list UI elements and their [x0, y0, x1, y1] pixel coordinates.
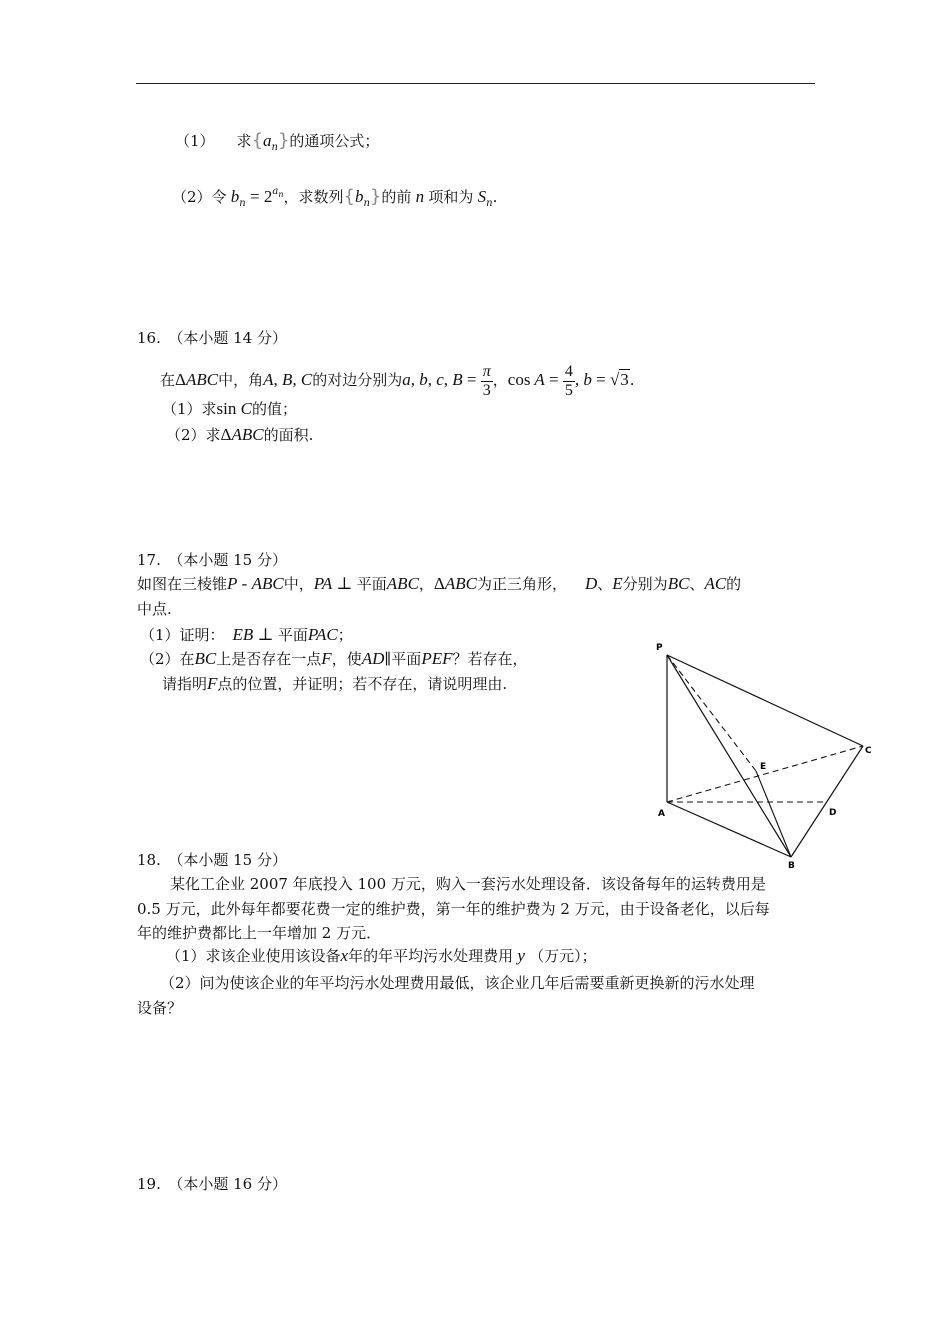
- edge-PB: [667, 655, 791, 857]
- q18-line1: 某化工企业 2007 年底投入 100 万元，购入一套污水处理设备．该设备每年的运转费用是: [170, 875, 766, 893]
- q17-stem: 如图在三棱锥P - ABC中，PA ⊥ 平面ABC，ΔABC为正三角形， D、E分别为BC、AC的: [137, 574, 742, 593]
- q15-sequence-a: {: [251, 130, 264, 151]
- q19-header: 19. （本小题 16 分）: [137, 1175, 287, 1193]
- edge-PC: [667, 655, 863, 746]
- q16-part1: （1）求sin C的值；: [162, 399, 297, 418]
- q18-line3: 年的维护费都比上一年增加 2 万元．: [137, 924, 382, 942]
- q18-part2: （2）问为使该企业的年平均污水处理费用最低，该企业几年后需要重新更换新的污水处理: [160, 974, 755, 992]
- q18-part2-line2: 设备？: [137, 999, 183, 1017]
- q16-fraction-pi-3: $\frac{\pi}{3}$: [482, 362, 491, 399]
- q16-part2: （2）求ΔABC的面积.: [166, 425, 314, 444]
- q18-line2: 0.5 万元，此外每年都要花费一定的维护费，第一年的维护费为 2 万元，由于设备老化，以后每: [137, 900, 770, 918]
- tetrahedron-figure: [650, 635, 880, 870]
- header-rule: [136, 83, 815, 84]
- label-B: B: [788, 861, 795, 870]
- q17-header: 17. （本小题 15 分）: [137, 551, 287, 569]
- label-P: P: [656, 643, 663, 653]
- q17-stem-line2: 中点.: [137, 600, 172, 618]
- label-E: E: [760, 762, 767, 772]
- q15-part2: （2）令 $b_n = 2^{a_n}$，求数列$\{b_n\}$的前 n 项和为 $S_n$.: [172, 186, 498, 209]
- q15-part1: （1） 求$\{a_n\}$的通项公式；: [175, 130, 380, 153]
- edge-PE-dashed: [667, 655, 756, 771]
- q18-header: 18. （本小题 15 分）: [137, 851, 287, 869]
- q16-fraction-4-5: $\frac{4}{5}$: [564, 362, 573, 399]
- q15-formula-b: b: [226, 187, 240, 206]
- q17-part2-line2: 请指明F点的位置，并证明；若不存在，请说明理由.: [162, 674, 508, 693]
- q16-stem: 在ΔABC中，角A, B, C的对边分别为a, b, c, B = $\frac{\pi}{3}$ ，cos A = $\frac{4}{5}$ , b = √3.: [160, 362, 635, 399]
- q17-part1: （1）证明： EB ⊥ 平面PAC；: [140, 625, 353, 644]
- label-D: D: [829, 808, 837, 818]
- q17-part2: （2）在BC上是否存在一点F，使AD∥平面PEF？若存在，: [140, 649, 528, 668]
- q18-part1: （1）求该企业使用该设备x年的年平均污水处理费用 y （万元）；: [166, 946, 597, 965]
- label-A: A: [658, 809, 665, 819]
- q16-header: 16. （本小题 14 分）: [137, 329, 287, 347]
- label-C: C: [865, 746, 872, 756]
